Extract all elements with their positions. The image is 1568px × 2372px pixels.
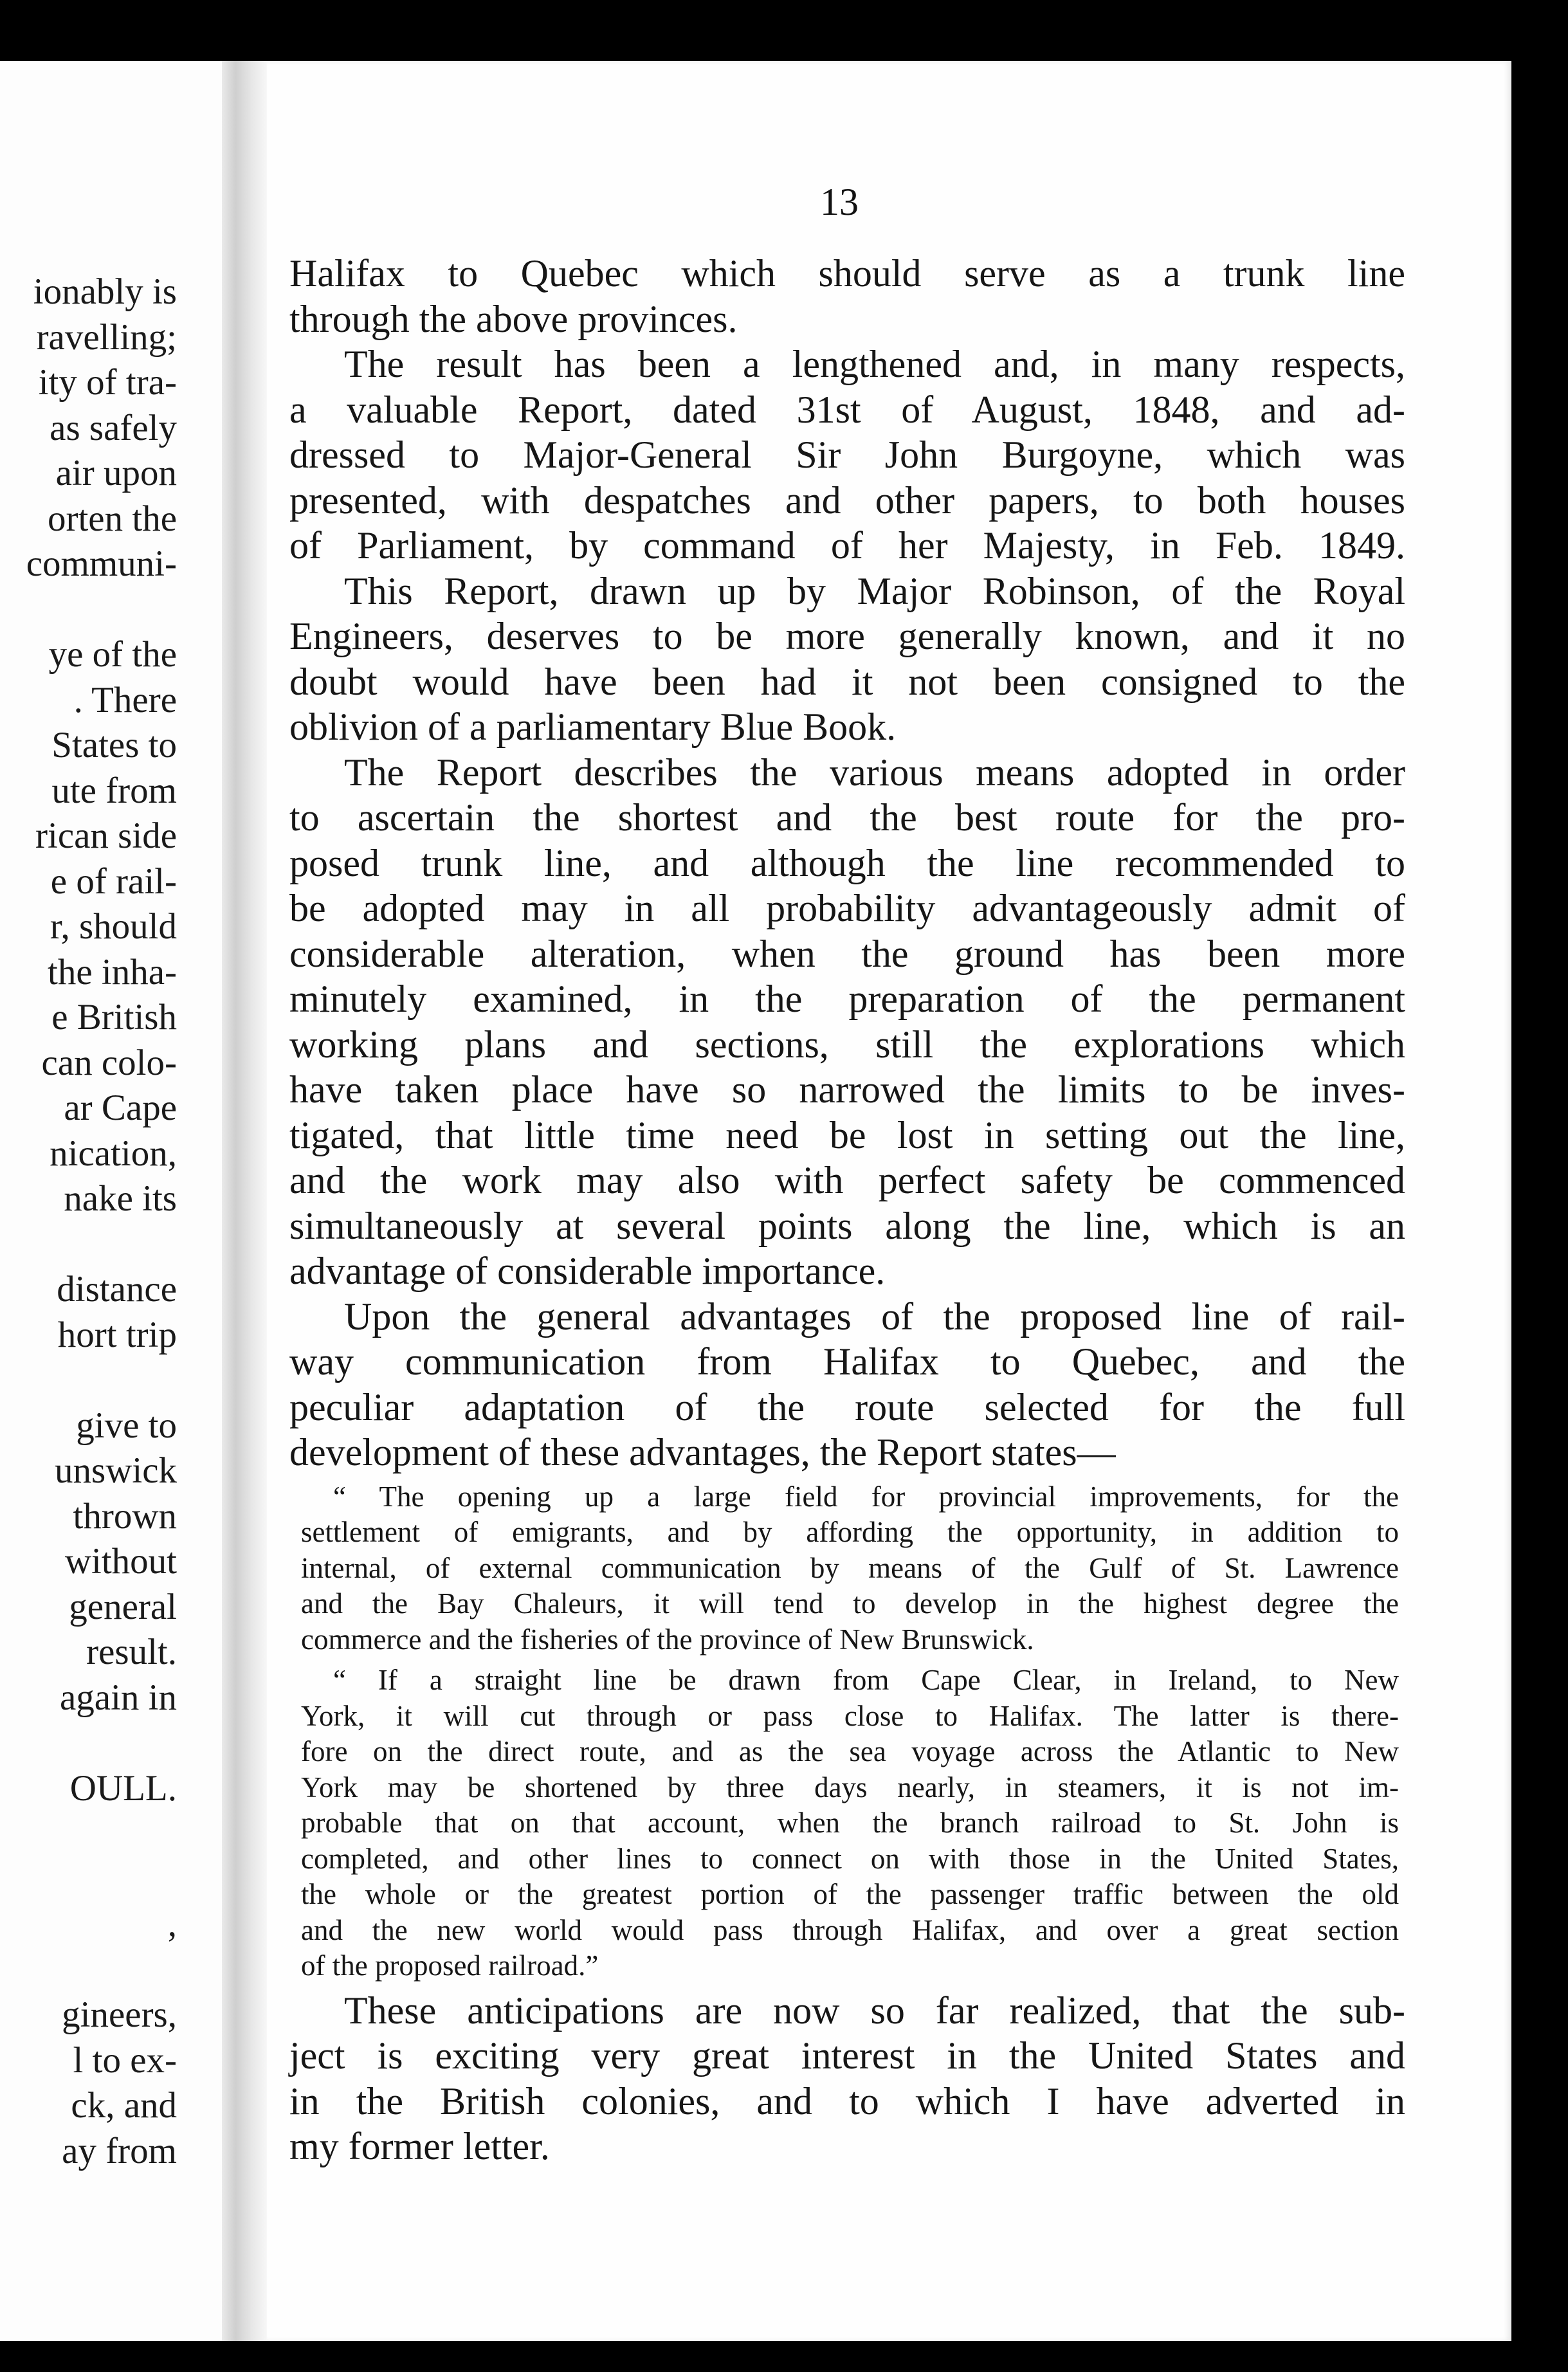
quote-line: probable that on that account, when the branch railroad to St. John is <box>301 1807 1399 1839</box>
text-line: be adopted may in all probability advantageously admit of <box>289 887 1405 929</box>
left-page-fragment: e British <box>51 997 177 1037</box>
paragraph-robinson <box>289 569 1405 750</box>
text-line: advantage of considerable importance. <box>289 1250 886 1292</box>
text-line: in the British colonies, and to which I have adverted in <box>289 2079 1405 2122</box>
text-line: minutely examined, in the preparation of the permanent <box>289 978 1405 1020</box>
text-line: considerable alteration, when the ground has been more <box>289 932 1405 975</box>
quote-line: completed, and other lines to connect on with those in the United States, <box>301 1842 1399 1875</box>
quote-line: and the Bay Chaleurs, it will tend to develop in the highest degree the <box>301 1587 1399 1619</box>
left-page-fragment: orten the <box>47 498 177 539</box>
left-page-fragment: ar Cape <box>64 1088 177 1128</box>
text-line: The result has been a lengthened and, in many respects, <box>344 343 1405 385</box>
quote-line: commerce and the fisheries of the province of New Brunswick. <box>301 1623 1034 1656</box>
left-page-fragment: nication, <box>50 1133 177 1174</box>
text-line: This Report, drawn up by Major Robinson, of the Royal <box>344 569 1405 612</box>
left-page-fragment: e of rail- <box>50 861 177 902</box>
text-line: tigated, that little time need be lost in setting out the line, <box>289 1113 1405 1156</box>
quote-line: internal, of external communication by means of the Gulf of St. Lawrence <box>301 1551 1399 1584</box>
text-line: doubt would have been had it not been consigned to the <box>289 660 1405 703</box>
text-line: development of these advantages, the Report states— <box>289 1431 1116 1473</box>
page-body <box>289 251 1405 2169</box>
left-page-fragment: rican side <box>35 816 177 856</box>
page-gutter <box>222 61 267 2341</box>
quote-line: York may be shortened by three days nearly, in steamers, it is not im- <box>301 1771 1399 1803</box>
quote-line: the whole or the greatest portion of the passenger traffic between the old <box>301 1878 1399 1910</box>
paragraph-report-describes <box>289 750 1405 1294</box>
quote-line: settlement of emigrants, and by affording the opportunity, in addition to <box>301 1516 1399 1548</box>
left-page-fragment: give to <box>76 1405 177 1446</box>
quote-line: and the new world would pass through Halifax, and over a great section <box>301 1913 1399 1946</box>
text-line: peculiar adaptation of the route selected for the full <box>289 1385 1405 1428</box>
left-page-fragment: r, should <box>50 906 177 947</box>
quote-line: fore on the direct route, and as the sea voyage across the Atlantic to New <box>301 1735 1399 1767</box>
left-page-fragment: again in <box>59 1677 177 1718</box>
paragraph-anticipations <box>289 1988 1405 2169</box>
text-line: a valuable Report, dated 31st of August, 1848, and ad- <box>289 388 1405 431</box>
left-page-fragment: result. <box>86 1632 177 1672</box>
text-line: presented, with despatches and other papers, to both houses <box>289 479 1405 522</box>
left-page-fragment: thrown <box>73 1495 177 1537</box>
quote-line: “ The opening up a large field for provincial improvements, for the <box>333 1480 1399 1513</box>
left-page-fragment: air upon <box>55 453 177 493</box>
left-page-fragment: , <box>167 1904 177 1944</box>
text-line: working plans and sections, still the explorations which <box>289 1023 1405 1066</box>
left-page-fragment: ute from <box>51 770 177 811</box>
page-number: 13 <box>820 181 859 223</box>
text-line: simultaneously at several points along the line, which is an <box>289 1204 1405 1247</box>
text-line: Halifax to Quebec which should serve as a trunk line <box>289 252 1405 295</box>
right-page <box>267 61 1511 2341</box>
left-page-fragment: can colo- <box>41 1042 177 1083</box>
text-line: The Report describes the various means adopted in order <box>344 751 1405 794</box>
quote-line: “ If a straight line be drawn from Cape Clear, in Ireland, to New <box>333 1664 1399 1696</box>
paragraph-report-dated <box>289 342 1405 569</box>
left-page-fragment: unswick <box>55 1450 177 1491</box>
quote-line: York, it will cut through or pass close to Halifax. The latter is there- <box>301 1699 1399 1732</box>
left-page-fragment: as safely <box>50 407 177 448</box>
text-line: Upon the general advantages of the proposed line of rail- <box>344 1295 1405 1338</box>
text-line: ject is exciting very great interest in the United States and <box>289 2034 1405 2077</box>
left-page-fragment: ck, and <box>71 2085 177 2126</box>
left-page-fragment: States to <box>51 725 177 765</box>
text-line: These anticipations are now so far realized, that the sub- <box>344 1989 1405 2032</box>
quote-line: of the proposed railroad.” <box>301 1949 599 1982</box>
text-line: my former letter. <box>289 2125 550 2167</box>
left-page-fragment: . There <box>73 679 177 720</box>
left-page-fragment: ay from <box>62 2130 177 2171</box>
text-line: and the work may also with perfect safety be commenced <box>289 1159 1405 1201</box>
text-line: have taken place have so narrowed the limits to be inves- <box>289 1068 1405 1111</box>
text-line: Engineers, deserves to be more generally known, and it no <box>289 615 1405 657</box>
block-quote-opening-up <box>289 1479 1405 1658</box>
left-page-fragment: ravelling; <box>36 316 177 358</box>
left-page-fragment: ionably is <box>33 271 177 312</box>
text-line: way communication from Halifax to Quebec, and the <box>289 1340 1405 1383</box>
left-page-fragment: nake its <box>64 1178 177 1219</box>
left-page-fragment: hort trip <box>57 1314 177 1355</box>
text-line: oblivion of a parliamentary Blue Book. <box>289 706 897 748</box>
left-page-fragment: communi- <box>26 543 177 584</box>
left-page-fragment: l to ex- <box>73 2039 177 2081</box>
text-line: through the above provinces. <box>289 297 738 340</box>
paragraph-general-advantages <box>289 1294 1405 1475</box>
left-page-fragment: gineers, <box>62 1994 177 2035</box>
text-line: dressed to Major-General Sir John Burgoyne, which was <box>289 433 1405 476</box>
left-page-fragment: the inha- <box>47 951 177 992</box>
paragraph-continuation <box>289 251 1405 342</box>
block-quote-straight-line <box>289 1663 1405 1984</box>
left-page-fragment: general <box>69 1586 177 1627</box>
left-page-fragment: without <box>64 1541 177 1582</box>
left-page-fragment: distance <box>57 1269 177 1309</box>
left-facing-page <box>0 61 222 2341</box>
left-page-fragment: OULL. <box>69 1767 177 1809</box>
left-page-fragment: ye of the <box>48 634 177 675</box>
left-page-fragment: ity of tra- <box>38 362 177 403</box>
text-line: of Parliament, by command of her Majesty, in Feb. 1849. <box>289 524 1405 567</box>
text-line: posed trunk line, and although the line recommended to <box>289 841 1405 884</box>
text-line: to ascertain the shortest and the best route for the pro- <box>289 796 1405 839</box>
